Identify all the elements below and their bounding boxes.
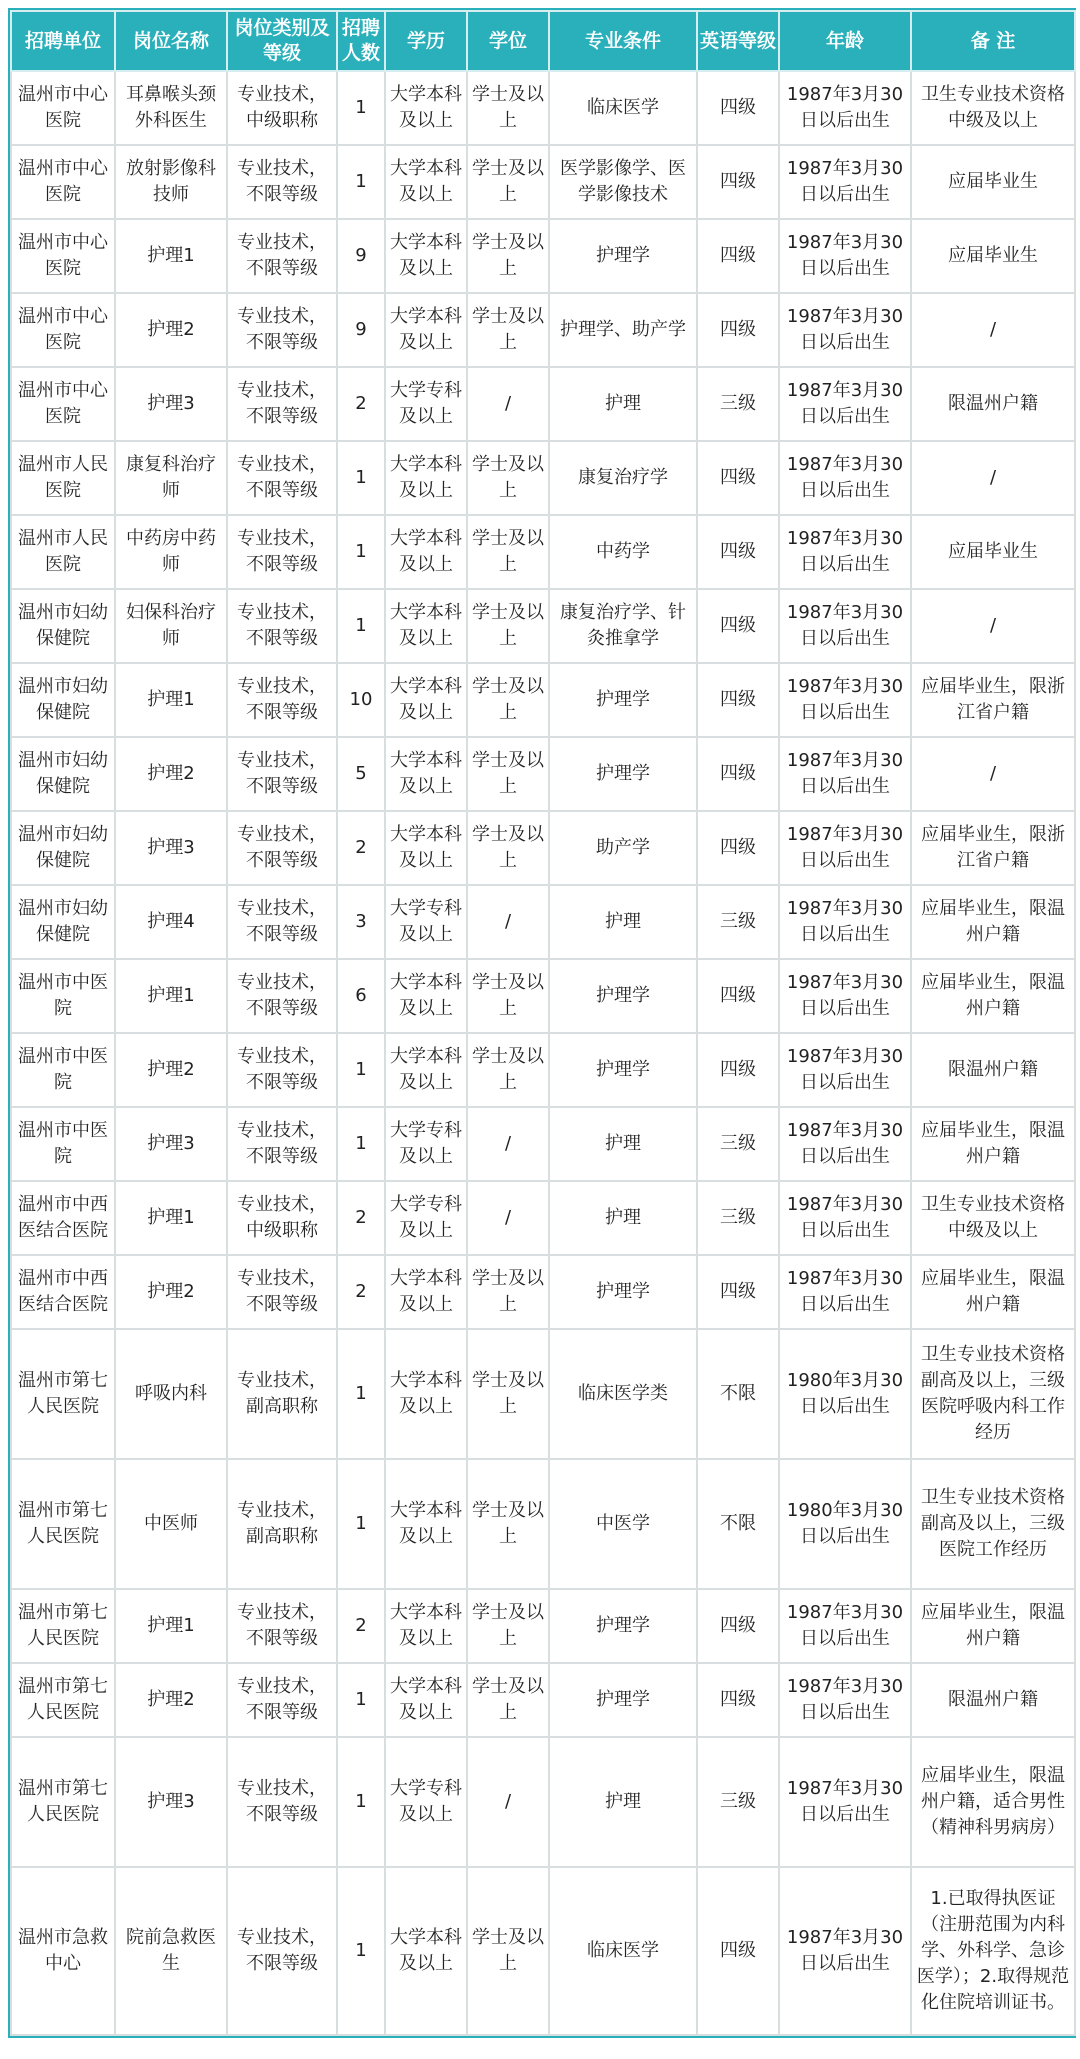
table-cell: /: [467, 1107, 549, 1181]
table-cell: /: [911, 441, 1075, 515]
table-cell: 温州市中医院: [11, 1033, 115, 1107]
table-row: [11, 1181, 1075, 1255]
table-cell: 1987年3月30日以后出生: [779, 589, 911, 663]
table-cell: 大学本科及以上: [385, 441, 467, 515]
table-cell: 应届毕业生: [911, 145, 1075, 219]
table-cell: 大学本科及以上: [385, 219, 467, 293]
table-cell: /: [467, 1181, 549, 1255]
table-row: [11, 71, 1075, 145]
table-cell: 学士及以上: [467, 145, 549, 219]
table-cell: 康复科治疗师: [115, 441, 227, 515]
column-header: 招聘单位: [11, 11, 115, 71]
table-cell: /: [911, 589, 1075, 663]
table-cell: 妇保科治疗师: [115, 589, 227, 663]
table-cell: 临床医学类: [549, 1329, 697, 1459]
table-header: [11, 11, 1075, 71]
column-header: 备 注: [911, 11, 1075, 71]
table-cell: 专业技术，不限等级: [227, 1107, 337, 1181]
table-cell: 护理学: [549, 219, 697, 293]
table-cell: 四级: [697, 441, 779, 515]
table-cell: 1: [337, 71, 385, 145]
table-cell: 护理2: [115, 293, 227, 367]
table-row: [11, 515, 1075, 589]
header-row: [11, 11, 1075, 71]
table-cell: 康复治疗学: [549, 441, 697, 515]
table-cell: 温州市急救中心: [11, 1867, 115, 2035]
table-cell: 温州市第七人民医院: [11, 1459, 115, 1589]
table-cell: 专业技术，不限等级: [227, 441, 337, 515]
table-cell: 护理学: [549, 737, 697, 811]
table-cell: 学士及以上: [467, 589, 549, 663]
table-cell: 学士及以上: [467, 1589, 549, 1663]
table-row: [11, 441, 1075, 515]
table-cell: 温州市中心医院: [11, 145, 115, 219]
table-cell: 温州市中心医院: [11, 367, 115, 441]
table-cell: 护理: [549, 1181, 697, 1255]
table-cell: 不限: [697, 1329, 779, 1459]
table-row: [11, 1663, 1075, 1737]
table-cell: 大学本科及以上: [385, 811, 467, 885]
table-cell: /: [467, 1737, 549, 1867]
table-cell: 四级: [697, 515, 779, 589]
column-header: 专业条件: [549, 11, 697, 71]
table-cell: 1: [337, 1329, 385, 1459]
table-cell: 1: [337, 1867, 385, 2035]
table-cell: 专业技术，中级职称: [227, 71, 337, 145]
table-cell: 1: [337, 1107, 385, 1181]
table-cell: 应届毕业生，限温州户籍: [911, 1255, 1075, 1329]
table-cell: 学士及以上: [467, 1033, 549, 1107]
recruitment-table-container: [8, 8, 1076, 2038]
table-cell: 1: [337, 1663, 385, 1737]
table-cell: 3: [337, 885, 385, 959]
table-cell: /: [467, 885, 549, 959]
table-cell: 大学本科及以上: [385, 145, 467, 219]
table-cell: 中医学: [549, 1459, 697, 1589]
table-cell: 学士及以上: [467, 515, 549, 589]
table-cell: 应届毕业生，限浙江省户籍: [911, 663, 1075, 737]
table-row: [11, 589, 1075, 663]
table-cell: 护理2: [115, 1255, 227, 1329]
table-cell: 三级: [697, 885, 779, 959]
table-cell: 1987年3月30日以后出生: [779, 367, 911, 441]
table-cell: 温州市妇幼保健院: [11, 885, 115, 959]
table-cell: 卫生专业技术资格副高及以上，三级医院呼吸内科工作经历: [911, 1329, 1075, 1459]
column-header: 英语等级: [697, 11, 779, 71]
table-cell: 放射影像科技师: [115, 145, 227, 219]
table-cell: 1.已取得执医证（注册范围为内科学、外科学、急诊医学）；2.取得规范化住院培训证书。: [911, 1867, 1075, 2035]
table-cell: 温州市第七人民医院: [11, 1663, 115, 1737]
table-cell: 1987年3月30日以后出生: [779, 1737, 911, 1867]
table-cell: 四级: [697, 959, 779, 1033]
table-cell: 1987年3月30日以后出生: [779, 737, 911, 811]
table-cell: 2: [337, 811, 385, 885]
table-cell: 大学专科及以上: [385, 1107, 467, 1181]
table-cell: 耳鼻喉头颈外科医生: [115, 71, 227, 145]
table-cell: 1: [337, 145, 385, 219]
table-cell: 护理学: [549, 1663, 697, 1737]
table-cell: 温州市中西医结合医院: [11, 1255, 115, 1329]
table-cell: 卫生专业技术资格副高及以上，三级医院工作经历: [911, 1459, 1075, 1589]
table-cell: 康复治疗学、针灸推拿学: [549, 589, 697, 663]
table-cell: 学士及以上: [467, 293, 549, 367]
table-cell: 护理3: [115, 367, 227, 441]
table-row: [11, 293, 1075, 367]
table-cell: 学士及以上: [467, 1255, 549, 1329]
table-cell: 护理学: [549, 1589, 697, 1663]
table-cell: /: [467, 367, 549, 441]
table-cell: 专业技术，不限等级: [227, 1867, 337, 2035]
table-cell: 四级: [697, 663, 779, 737]
table-cell: 10: [337, 663, 385, 737]
table-cell: 医学影像学、医学影像技术: [549, 145, 697, 219]
table-cell: 中药学: [549, 515, 697, 589]
column-header: 招聘人数: [337, 11, 385, 71]
table-cell: 限温州户籍: [911, 367, 1075, 441]
table-row: [11, 367, 1075, 441]
table-cell: 大学专科及以上: [385, 367, 467, 441]
table-cell: 9: [337, 293, 385, 367]
table-cell: 四级: [697, 293, 779, 367]
table-cell: 2: [337, 1589, 385, 1663]
table-cell: 大学本科及以上: [385, 1867, 467, 2035]
table-cell: 温州市第七人民医院: [11, 1589, 115, 1663]
table-cell: 1: [337, 1033, 385, 1107]
table-cell: 1980年3月30日以后出生: [779, 1459, 911, 1589]
table-row: [11, 811, 1075, 885]
table-cell: 9: [337, 219, 385, 293]
table-cell: 温州市中西医结合医院: [11, 1181, 115, 1255]
table-cell: 护理: [549, 367, 697, 441]
table-cell: 温州市人民医院: [11, 441, 115, 515]
table-cell: 大学专科及以上: [385, 1737, 467, 1867]
table-cell: 大学本科及以上: [385, 1255, 467, 1329]
table-cell: 6: [337, 959, 385, 1033]
table-cell: 护理学: [549, 1033, 697, 1107]
table-cell: 1987年3月30日以后出生: [779, 959, 911, 1033]
table-cell: 应届毕业生，限浙江省户籍: [911, 811, 1075, 885]
table-cell: 专业技术，不限等级: [227, 1663, 337, 1737]
table-cell: 四级: [697, 145, 779, 219]
table-cell: 1: [337, 1737, 385, 1867]
table-cell: 应届毕业生，限温州户籍: [911, 959, 1075, 1033]
table-cell: 四级: [697, 1033, 779, 1107]
table-cell: 专业技术，不限等级: [227, 367, 337, 441]
table-cell: 温州市中心医院: [11, 219, 115, 293]
table-cell: 四级: [697, 589, 779, 663]
table-cell: 大学本科及以上: [385, 663, 467, 737]
table-cell: 1: [337, 441, 385, 515]
table-cell: 温州市中心医院: [11, 71, 115, 145]
table-cell: 大学本科及以上: [385, 293, 467, 367]
table-cell: 院前急救医生: [115, 1867, 227, 2035]
table-cell: 温州市妇幼保健院: [11, 811, 115, 885]
table-cell: 大学本科及以上: [385, 1459, 467, 1589]
table-cell: 护理1: [115, 1589, 227, 1663]
table-row: [11, 1329, 1075, 1459]
table-cell: 护理学: [549, 663, 697, 737]
table-cell: 1: [337, 1459, 385, 1589]
table-cell: 应届毕业生，限温州户籍: [911, 885, 1075, 959]
table-cell: 大学专科及以上: [385, 1181, 467, 1255]
table-cell: 温州市中心医院: [11, 293, 115, 367]
table-cell: 大学本科及以上: [385, 1663, 467, 1737]
table-row: [11, 959, 1075, 1033]
table-cell: 学士及以上: [467, 1663, 549, 1737]
recruitment-table: [10, 10, 1076, 2036]
table-cell: 四级: [697, 737, 779, 811]
table-row: [11, 1033, 1075, 1107]
table-cell: 中医师: [115, 1459, 227, 1589]
table-cell: 四级: [697, 1589, 779, 1663]
table-cell: 大学本科及以上: [385, 515, 467, 589]
table-cell: 学士及以上: [467, 1459, 549, 1589]
table-cell: 专业技术，不限等级: [227, 1033, 337, 1107]
table-cell: 护理3: [115, 1737, 227, 1867]
table-cell: 温州市第七人民医院: [11, 1329, 115, 1459]
table-cell: 学士及以上: [467, 441, 549, 515]
table-cell: 2: [337, 1181, 385, 1255]
table-cell: 温州市妇幼保健院: [11, 589, 115, 663]
table-cell: 应届毕业生，限温州户籍: [911, 1589, 1075, 1663]
table-cell: 学士及以上: [467, 71, 549, 145]
table-cell: 四级: [697, 811, 779, 885]
table-cell: 5: [337, 737, 385, 811]
table-cell: 四级: [697, 219, 779, 293]
table-cell: 应届毕业生: [911, 219, 1075, 293]
table-cell: 1987年3月30日以后出生: [779, 663, 911, 737]
column-header: 学位: [467, 11, 549, 71]
table-cell: 学士及以上: [467, 1329, 549, 1459]
table-cell: 1987年3月30日以后出生: [779, 811, 911, 885]
table-cell: 专业技术，不限等级: [227, 1589, 337, 1663]
table-cell: 1987年3月30日以后出生: [779, 145, 911, 219]
table-cell: 专业技术，不限等级: [227, 737, 337, 811]
table-cell: 1987年3月30日以后出生: [779, 515, 911, 589]
table-cell: 专业技术，不限等级: [227, 589, 337, 663]
table-cell: 三级: [697, 1181, 779, 1255]
table-row: [11, 663, 1075, 737]
table-cell: 1980年3月30日以后出生: [779, 1329, 911, 1459]
table-cell: 专业技术，不限等级: [227, 145, 337, 219]
table-row: [11, 1459, 1075, 1589]
table-cell: 专业技术，中级职称: [227, 1181, 337, 1255]
table-cell: 护理学: [549, 1255, 697, 1329]
table-cell: 大学本科及以上: [385, 1329, 467, 1459]
table-cell: 专业技术，不限等级: [227, 885, 337, 959]
table-cell: 呼吸内科: [115, 1329, 227, 1459]
table-cell: 1987年3月30日以后出生: [779, 71, 911, 145]
table-cell: 专业技术，不限等级: [227, 219, 337, 293]
table-row: [11, 1107, 1075, 1181]
table-row: [11, 219, 1075, 293]
table-cell: 1987年3月30日以后出生: [779, 219, 911, 293]
table-cell: 护理1: [115, 959, 227, 1033]
table-cell: 护理1: [115, 1181, 227, 1255]
table-cell: 温州市中医院: [11, 959, 115, 1033]
table-cell: 大学本科及以上: [385, 589, 467, 663]
table-body: [11, 71, 1075, 2035]
table-cell: 学士及以上: [467, 811, 549, 885]
table-cell: 温州市中医院: [11, 1107, 115, 1181]
table-cell: 专业技术，不限等级: [227, 293, 337, 367]
table-cell: 1987年3月30日以后出生: [779, 1033, 911, 1107]
table-cell: 护理: [549, 885, 697, 959]
table-cell: 护理: [549, 1737, 697, 1867]
table-cell: 1987年3月30日以后出生: [779, 293, 911, 367]
table-row: [11, 885, 1075, 959]
column-header: 岗位类别及等级: [227, 11, 337, 71]
table-cell: 护理2: [115, 1663, 227, 1737]
table-cell: 卫生专业技术资格中级及以上: [911, 71, 1075, 145]
table-row: [11, 1589, 1075, 1663]
table-cell: 温州市第七人民医院: [11, 1737, 115, 1867]
table-cell: 四级: [697, 1663, 779, 1737]
table-cell: 1987年3月30日以后出生: [779, 1867, 911, 2035]
table-cell: 学士及以上: [467, 737, 549, 811]
table-cell: 1987年3月30日以后出生: [779, 1255, 911, 1329]
table-row: [11, 1867, 1075, 2035]
table-cell: 临床医学: [549, 1867, 697, 2035]
table-cell: 大学本科及以上: [385, 71, 467, 145]
table-cell: 中药房中药师: [115, 515, 227, 589]
table-cell: 专业技术，不限等级: [227, 1255, 337, 1329]
table-row: [11, 145, 1075, 219]
table-cell: 2: [337, 1255, 385, 1329]
table-cell: 护理2: [115, 737, 227, 811]
table-cell: 大学专科及以上: [385, 885, 467, 959]
table-cell: 四级: [697, 1867, 779, 2035]
table-cell: 温州市妇幼保健院: [11, 663, 115, 737]
table-cell: 护理1: [115, 663, 227, 737]
table-cell: 大学本科及以上: [385, 959, 467, 1033]
table-cell: 护理学: [549, 959, 697, 1033]
table-cell: 护理1: [115, 219, 227, 293]
table-cell: 三级: [697, 367, 779, 441]
table-cell: 专业技术，副高职称: [227, 1329, 337, 1459]
table-cell: 1987年3月30日以后出生: [779, 1589, 911, 1663]
table-row: [11, 737, 1075, 811]
table-cell: 三级: [697, 1737, 779, 1867]
table-cell: 应届毕业生，限温州户籍，适合男性（精神科男病房）: [911, 1737, 1075, 1867]
table-cell: 四级: [697, 1255, 779, 1329]
table-cell: 护理3: [115, 1107, 227, 1181]
table-cell: 专业技术，不限等级: [227, 663, 337, 737]
table-cell: 1: [337, 515, 385, 589]
table-cell: 1: [337, 589, 385, 663]
table-cell: 临床医学: [549, 71, 697, 145]
table-cell: 护理2: [115, 1033, 227, 1107]
table-cell: 1987年3月30日以后出生: [779, 885, 911, 959]
table-cell: 专业技术，副高职称: [227, 1459, 337, 1589]
table-cell: 护理: [549, 1107, 697, 1181]
table-cell: /: [911, 737, 1075, 811]
table-cell: 应届毕业生，限温州户籍: [911, 1107, 1075, 1181]
table-cell: 专业技术，不限等级: [227, 811, 337, 885]
table-cell: 2: [337, 367, 385, 441]
table-cell: 助产学: [549, 811, 697, 885]
table-cell: 护理3: [115, 811, 227, 885]
table-cell: 学士及以上: [467, 663, 549, 737]
table-cell: 专业技术，不限等级: [227, 515, 337, 589]
table-row: [11, 1737, 1075, 1867]
column-header: 学历: [385, 11, 467, 71]
table-cell: 温州市人民医院: [11, 515, 115, 589]
table-cell: 护理学、助产学: [549, 293, 697, 367]
table-cell: 不限: [697, 1459, 779, 1589]
table-cell: 专业技术，不限等级: [227, 1737, 337, 1867]
table-cell: 卫生专业技术资格中级及以上: [911, 1181, 1075, 1255]
table-cell: 学士及以上: [467, 219, 549, 293]
column-header: 岗位名称: [115, 11, 227, 71]
table-cell: 1987年3月30日以后出生: [779, 1107, 911, 1181]
table-cell: 三级: [697, 1107, 779, 1181]
table-cell: 大学本科及以上: [385, 737, 467, 811]
table-row: [11, 1255, 1075, 1329]
table-cell: /: [911, 293, 1075, 367]
table-cell: 学士及以上: [467, 959, 549, 1033]
table-cell: 专业技术，不限等级: [227, 959, 337, 1033]
table-cell: 学士及以上: [467, 1867, 549, 2035]
table-cell: 限温州户籍: [911, 1663, 1075, 1737]
table-cell: 限温州户籍: [911, 1033, 1075, 1107]
table-cell: 温州市妇幼保健院: [11, 737, 115, 811]
column-header: 年龄: [779, 11, 911, 71]
table-cell: 大学本科及以上: [385, 1033, 467, 1107]
table-cell: 大学本科及以上: [385, 1589, 467, 1663]
table-cell: 1987年3月30日以后出生: [779, 441, 911, 515]
table-cell: 护理4: [115, 885, 227, 959]
table-cell: 1987年3月30日以后出生: [779, 1181, 911, 1255]
table-cell: 四级: [697, 71, 779, 145]
table-cell: 1987年3月30日以后出生: [779, 1663, 911, 1737]
table-cell: 应届毕业生: [911, 515, 1075, 589]
